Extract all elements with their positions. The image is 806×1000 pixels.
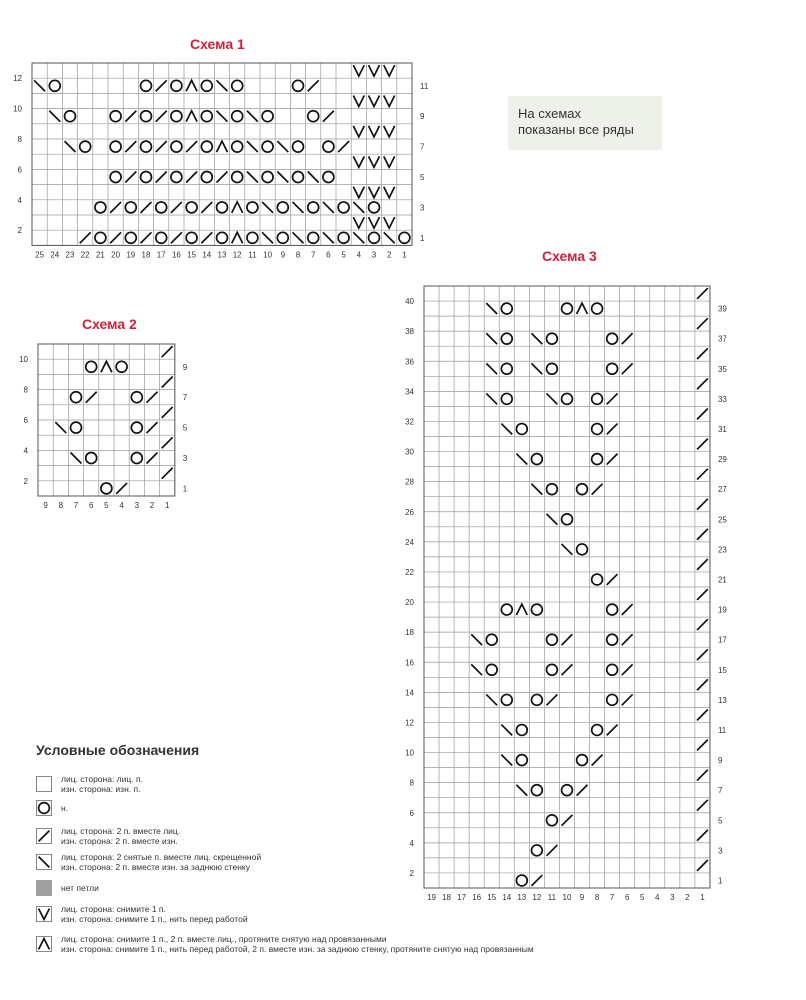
k2tog-mark: [547, 694, 558, 705]
yarn-over-mark: [562, 303, 573, 314]
column-number: 12: [232, 250, 242, 260]
yarn-over-mark: [547, 363, 558, 374]
row-number-right: 17: [717, 635, 727, 645]
column-number: 3: [670, 893, 675, 902]
row-number-left: 16: [405, 658, 414, 668]
k2tog-mark: [697, 589, 708, 600]
note-line-1: На схемах: [518, 106, 581, 121]
row-number-left: 4: [409, 838, 414, 848]
yarn-over-mark: [501, 303, 512, 314]
ssk-mark: [562, 544, 573, 555]
row-number-right: 33: [717, 394, 727, 404]
column-number: 17: [457, 893, 467, 902]
row-number-left: 26: [405, 507, 414, 517]
row-number-right: 19: [717, 605, 727, 615]
legend-item: [36, 774, 143, 794]
column-number: 10: [562, 893, 572, 902]
column-number: 14: [502, 893, 512, 902]
k2tog-mark: [697, 830, 708, 841]
row-number-right: 39: [717, 304, 727, 314]
legend-text: [61, 803, 68, 813]
row-number-left: 36: [405, 357, 414, 367]
ssk-mark: [501, 424, 512, 435]
legend-text: [61, 883, 99, 893]
ssk-mark: [531, 363, 542, 374]
double-decrease-mark: [577, 303, 588, 314]
column-number: 7: [609, 893, 615, 902]
legend-text: [61, 852, 261, 872]
column-number: 8: [58, 501, 64, 510]
row-number-right: 31: [717, 424, 727, 434]
column-number: 11: [248, 250, 257, 260]
k2tog-mark: [697, 288, 708, 299]
column-number: 5: [639, 893, 645, 902]
legend-line-2: изн. сторона: 2 п. вместе изн.: [61, 836, 178, 846]
k2tog-mark: [607, 725, 618, 736]
ssk-mark: [471, 634, 482, 645]
chart2-title: Схема 2: [82, 316, 137, 332]
yarn-over-mark: [577, 755, 588, 766]
column-number: 1: [700, 893, 705, 902]
yarn-over-mark: [547, 664, 558, 675]
k2tog-mark: [562, 664, 573, 675]
k2tog-mark: [697, 469, 708, 480]
row-number-left: 28: [405, 477, 414, 487]
row-number-right: 1: [182, 484, 188, 494]
row-number-right: 5: [182, 423, 188, 433]
yarn-over-mark: [501, 604, 512, 615]
row-number-right: 3: [182, 454, 188, 463]
yarn-over-mark: [531, 694, 542, 705]
legend-text: [61, 774, 143, 794]
circle-icon: [36, 800, 52, 816]
column-number: 5: [341, 250, 346, 260]
k2tog-mark: [622, 634, 633, 645]
row-number-right: 11: [717, 725, 727, 735]
k2tog-mark: [592, 755, 603, 766]
yarn-over-mark: [607, 634, 618, 645]
column-number: 13: [217, 250, 227, 260]
legend-text: [61, 826, 180, 846]
k2tog-mark: [697, 559, 708, 570]
row-number-right: 3: [717, 846, 723, 856]
row-number-right: 25: [717, 515, 727, 525]
column-number: 18: [141, 250, 151, 260]
chart1-title: Схема 1: [190, 36, 245, 52]
row-number-right: 27: [717, 485, 727, 495]
row-number-left: 6: [17, 165, 22, 175]
row-number-left: 8: [23, 385, 28, 395]
column-number: 7: [73, 501, 79, 510]
k2tog-mark: [592, 484, 603, 495]
k2tog-mark: [622, 604, 633, 615]
column-number: 3: [371, 250, 377, 260]
column-number: 2: [149, 501, 155, 510]
column-number: 25: [35, 250, 45, 260]
ssk-mark: [547, 393, 558, 404]
legend-item: [36, 826, 180, 846]
ssk-mark: [501, 755, 512, 766]
yarn-over-mark: [531, 785, 542, 796]
column-number: 6: [326, 250, 331, 260]
k2tog-mark: [607, 424, 618, 435]
legend-line-1: лиц. сторона: 2 п. вместе лиц.: [61, 826, 181, 836]
ssk-mark: [486, 333, 497, 344]
ssk-mark: [39, 857, 50, 868]
yarn-over-mark: [501, 333, 512, 344]
ssk-mark: [486, 303, 497, 314]
v-icon: [36, 906, 52, 922]
column-number: 9: [43, 501, 48, 510]
k2tog-mark: [697, 439, 708, 450]
k2tog-mark: [697, 499, 708, 510]
column-number: 17: [156, 250, 166, 260]
legend-line-2: изн. сторона: изн. п.: [61, 784, 141, 794]
k2tog-mark: [697, 800, 708, 811]
ssk-mark: [471, 664, 482, 675]
yarn-over-mark: [562, 785, 573, 796]
row-number-left: 20: [405, 598, 414, 608]
legend-line-1: нет петли: [61, 883, 99, 893]
column-number: 16: [171, 250, 181, 260]
row-number-left: 30: [405, 447, 414, 457]
yarn-over-mark: [562, 514, 573, 525]
column-number: 2: [685, 893, 690, 902]
column-number: 9: [280, 250, 286, 260]
row-number-right: 37: [717, 334, 727, 344]
legend-line-1: лиц. сторона: снимите 1 п., 2 п. вместе лиц., протяните снятую над провязанными: [61, 934, 387, 944]
empty-square-icon: [36, 776, 52, 792]
yarn-over-mark: [592, 393, 603, 404]
column-number: 19: [126, 250, 136, 260]
yarn-over-mark: [607, 694, 618, 705]
k2tog-mark: [697, 679, 708, 690]
ssk-mark: [531, 484, 542, 495]
legend-title: Условные обозначения: [36, 742, 200, 758]
column-number: 18: [442, 893, 452, 902]
column-number: 16: [472, 893, 482, 902]
k2tog-mark: [622, 363, 633, 374]
row-number-left: 12: [13, 74, 22, 84]
ssk-mark: [486, 694, 497, 705]
row-number-left: 24: [405, 537, 414, 547]
column-number: 8: [295, 250, 301, 260]
yarn-over-mark: [562, 393, 573, 404]
column-number: 1: [164, 501, 170, 510]
legend-line-2: изн. сторона: снимите 1 п., нить перед работой: [61, 914, 248, 924]
k2tog-mark: [622, 664, 633, 675]
ssk-mark: [486, 363, 497, 374]
column-number: 13: [517, 893, 527, 902]
column-number: 3: [134, 501, 140, 510]
k2tog-mark: [697, 378, 708, 389]
yarn-over-mark: [592, 574, 603, 585]
legend-item: [36, 800, 68, 816]
k2tog-mark: [622, 333, 633, 344]
ssk-mark: [516, 454, 527, 465]
yarn-over-mark: [486, 664, 497, 675]
row-number-right: 15: [717, 665, 727, 675]
row-number-right: 9: [182, 362, 188, 372]
row-number-left: 2: [409, 868, 414, 878]
column-number: 14: [202, 250, 212, 260]
yarn-over-mark: [486, 634, 497, 645]
legend-text: [61, 904, 248, 924]
row-number-right: 1: [717, 876, 723, 886]
yarn-over-mark: [547, 634, 558, 645]
k2tog-mark: [697, 318, 708, 329]
row-number-right: 1: [420, 233, 425, 243]
yarn-over-mark: [39, 803, 50, 814]
k2tog-mark: [697, 409, 708, 420]
k2tog-mark: [697, 348, 708, 359]
yarn-over-mark: [607, 333, 618, 344]
row-number-right: 9: [420, 112, 425, 122]
row-number-left: 38: [405, 327, 414, 337]
backslash-icon: [36, 854, 52, 870]
legend-line-2: изн. сторона: снимите 1 п., нить перед работой, 2 п. вместе изн. за заднюю стенку, протяните снятую над провязанным: [61, 944, 534, 954]
ssk-mark: [501, 725, 512, 736]
yarn-over-mark: [577, 544, 588, 555]
yarn-over-mark: [516, 875, 527, 886]
row-number-right: 11: [420, 81, 429, 91]
k2tog-mark: [607, 454, 618, 465]
double-decrease-mark: [39, 939, 50, 950]
row-number-right: 21: [717, 575, 727, 585]
row-number-right: 5: [717, 816, 723, 826]
caret-icon: [36, 936, 52, 952]
column-number: 7: [310, 250, 316, 260]
k2tog-mark: [697, 740, 708, 751]
column-number: 22: [80, 250, 90, 260]
row-number-left: 6: [23, 416, 28, 425]
legend-line-1: н.: [61, 803, 69, 813]
row-number-left: 2: [23, 476, 28, 486]
yarn-over-mark: [516, 755, 527, 766]
k2tog-mark: [531, 875, 542, 886]
yarn-over-mark: [516, 725, 527, 736]
note-line-2: показаны все ряды: [518, 122, 634, 137]
chart-grid: [424, 286, 710, 888]
row-number-right: 35: [717, 364, 727, 374]
row-number-right: 29: [717, 455, 727, 465]
column-number: 11: [547, 893, 557, 902]
column-number: 21: [95, 250, 105, 260]
column-number: 12: [532, 893, 542, 902]
legend-text: [61, 934, 534, 954]
legend-item: [36, 934, 534, 954]
row-number-right: 7: [420, 142, 425, 152]
k2tog-mark: [607, 574, 618, 585]
row-number-right: 9: [717, 756, 723, 766]
column-number: 6: [88, 501, 94, 510]
column-number: 4: [119, 501, 124, 510]
row-number-left: 12: [405, 718, 414, 728]
yarn-over-mark: [607, 604, 618, 615]
row-number-left: 18: [405, 628, 414, 638]
row-number-right: 13: [717, 695, 727, 705]
yarn-over-mark: [607, 363, 618, 374]
double-decrease-mark: [516, 604, 527, 615]
column-number: 8: [594, 893, 600, 902]
row-number-left: 14: [405, 688, 414, 698]
k2tog-mark: [697, 710, 708, 721]
ssk-mark: [531, 333, 542, 344]
yarn-over-mark: [547, 484, 558, 495]
column-number: 15: [187, 250, 197, 260]
column-number: 15: [487, 893, 497, 902]
k2tog-mark: [562, 815, 573, 826]
row-number-left: 10: [19, 355, 28, 365]
k2tog-mark: [697, 649, 708, 660]
row-number-left: 10: [405, 748, 414, 758]
row-number-left: 8: [409, 778, 414, 788]
legend-line-1: лиц. сторона: снимите 1 п.: [61, 904, 166, 914]
column-number: 2: [386, 250, 392, 260]
yarn-over-mark: [501, 363, 512, 374]
yarn-over-mark: [547, 333, 558, 344]
slash-icon: [36, 828, 52, 844]
column-number: 19: [427, 893, 436, 902]
yarn-over-mark: [531, 845, 542, 856]
column-number: 24: [50, 250, 60, 260]
column-number: 5: [104, 501, 109, 510]
row-number-left: 6: [409, 808, 414, 818]
column-number: 6: [624, 893, 630, 902]
yarn-over-mark: [501, 393, 512, 404]
column-number: 23: [65, 250, 75, 260]
k2tog-mark: [697, 619, 708, 630]
yarn-over-mark: [592, 454, 603, 465]
column-number: 1: [402, 250, 407, 260]
k2tog-mark: [577, 785, 588, 796]
grey-square-icon: [36, 880, 52, 896]
yarn-over-mark: [592, 725, 603, 736]
k2tog-mark: [39, 831, 50, 842]
column-number: 4: [655, 893, 660, 902]
row-number-left: 32: [405, 417, 414, 427]
yarn-over-mark: [592, 303, 603, 314]
yarn-over-mark: [577, 484, 588, 495]
ssk-mark: [516, 785, 527, 796]
yarn-over-mark: [501, 694, 512, 705]
yarn-over-mark: [547, 815, 558, 826]
row-number-right: 5: [420, 173, 425, 182]
legend-line-1: лиц. сторона: лиц. п.: [61, 774, 143, 784]
column-number: 9: [579, 893, 585, 902]
column-number: 4: [356, 250, 362, 260]
k2tog-mark: [607, 393, 618, 404]
k2tog-mark: [622, 694, 633, 705]
row-number-right: 23: [717, 545, 727, 555]
legend-line-1: лиц. сторона: 2 снятые п. вместе лиц. скрещенной: [61, 852, 262, 862]
slip-mark: [39, 909, 50, 920]
row-number-left: 4: [17, 195, 22, 205]
ssk-mark: [486, 393, 497, 404]
k2tog-mark: [697, 770, 708, 781]
legend-item: [36, 904, 248, 924]
row-number-right: 7: [182, 393, 188, 403]
row-number-right: 3: [420, 203, 425, 213]
row-number-right: 7: [717, 786, 723, 796]
legend-item: [36, 880, 99, 896]
row-number-left: 22: [405, 567, 414, 577]
k2tog-mark: [547, 845, 558, 856]
k2tog-mark: [697, 860, 708, 871]
row-number-left: 34: [405, 387, 414, 397]
column-number: 10: [263, 250, 273, 260]
row-number-left: 4: [23, 446, 28, 456]
yarn-over-mark: [531, 604, 542, 615]
column-number: 20: [111, 250, 121, 260]
yarn-over-mark: [607, 664, 618, 675]
row-number-left: 10: [13, 104, 22, 114]
legend-line-2: изн. сторона: 2 п. вместе изн. за заднюю стенку: [61, 862, 250, 872]
yarn-over-mark: [516, 424, 527, 435]
ssk-mark: [547, 514, 558, 525]
legend-item: [36, 852, 261, 872]
row-number-left: 2: [17, 226, 22, 236]
yarn-over-mark: [592, 424, 603, 435]
row-number-left: 8: [17, 135, 22, 144]
k2tog-mark: [562, 634, 573, 645]
chart3-title: Схема 3: [542, 248, 597, 264]
yarn-over-mark: [531, 454, 542, 465]
k2tog-mark: [697, 529, 708, 540]
row-number-left: 40: [405, 297, 414, 307]
